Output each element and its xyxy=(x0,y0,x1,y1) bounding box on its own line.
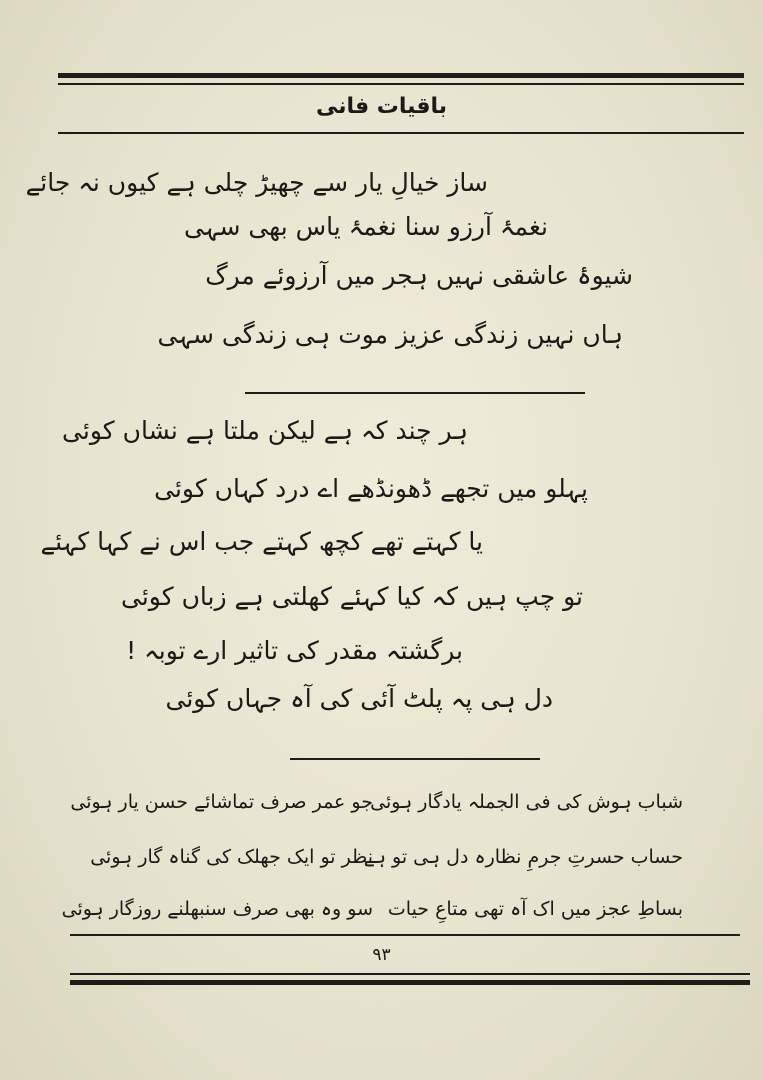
bottom-border-thick xyxy=(70,980,750,985)
couplet-2-right: حساب حسرتِ جرمِ نظارہ دل ہی تو ہے xyxy=(363,846,683,868)
couplet-2-left: نظر تو ایک جھلک کی گناہ گار ہوئی xyxy=(90,846,373,868)
stanza1-line-1: ساز خیالِ یار سے چھیڑ چلی ہے کیوں نہ جائے xyxy=(25,168,488,197)
top-border-thick xyxy=(58,73,744,78)
stanza-divider-1 xyxy=(245,392,585,394)
couplet-3-right: بساطِ عجز میں اک آہ تھی متاعِ حیات xyxy=(387,898,683,920)
running-header-title: باقیات فانی xyxy=(315,94,448,119)
couplet-1-left: جو عمر صرف تماشائے حسن یار ہوئی xyxy=(70,791,373,813)
stanza2-line-6: دل ہی پہ پلٹ آئی کی آہ جہاں کوئی xyxy=(165,684,553,713)
page-number: ۹۳ xyxy=(372,945,391,965)
stanza1-line-4: ہاں نہیں زندگی عزیز موت ہی زندگی سہی xyxy=(157,320,623,349)
stanza2-line-3: یا کہتے تھے کچھ کہتے جب اس نے کہا کہئے xyxy=(40,527,483,556)
footer-divider xyxy=(70,934,740,936)
bottom-border-thin xyxy=(70,973,750,975)
stanza2-line-2: پہلو میں تجھے ڈھونڈھے اے درد کہاں کوئی xyxy=(154,474,588,503)
couplet-1-right: شباب ہوش کی فی الجملہ یادگار ہوئی xyxy=(370,791,683,813)
couplet-3-left: سو وہ بھی صرف سنبھلنے روزگار ہوئی xyxy=(61,898,373,920)
stanza1-line-2: نغمۂ آرزو سنا نغمۂ یاس بھی سہی xyxy=(183,212,548,241)
stanza2-line-1: ہر چند کہ ہے لیکن ملتا ہے نشاں کوئی xyxy=(62,416,468,445)
stanza-divider-2 xyxy=(290,758,540,760)
header-divider xyxy=(58,132,744,134)
stanza2-line-5: برگشتہ مقدر کی تاثیر ارے توبہ ! xyxy=(126,636,463,665)
top-border-thin xyxy=(58,83,744,85)
stanza2-line-4: تو چپ ہیں کہ کیا کہئے کھلتی ہے زباں کوئی xyxy=(121,582,583,611)
stanza1-line-3: شیوۂ عاشقی نہیں ہجر میں آرزوئے مرگ xyxy=(205,261,633,290)
